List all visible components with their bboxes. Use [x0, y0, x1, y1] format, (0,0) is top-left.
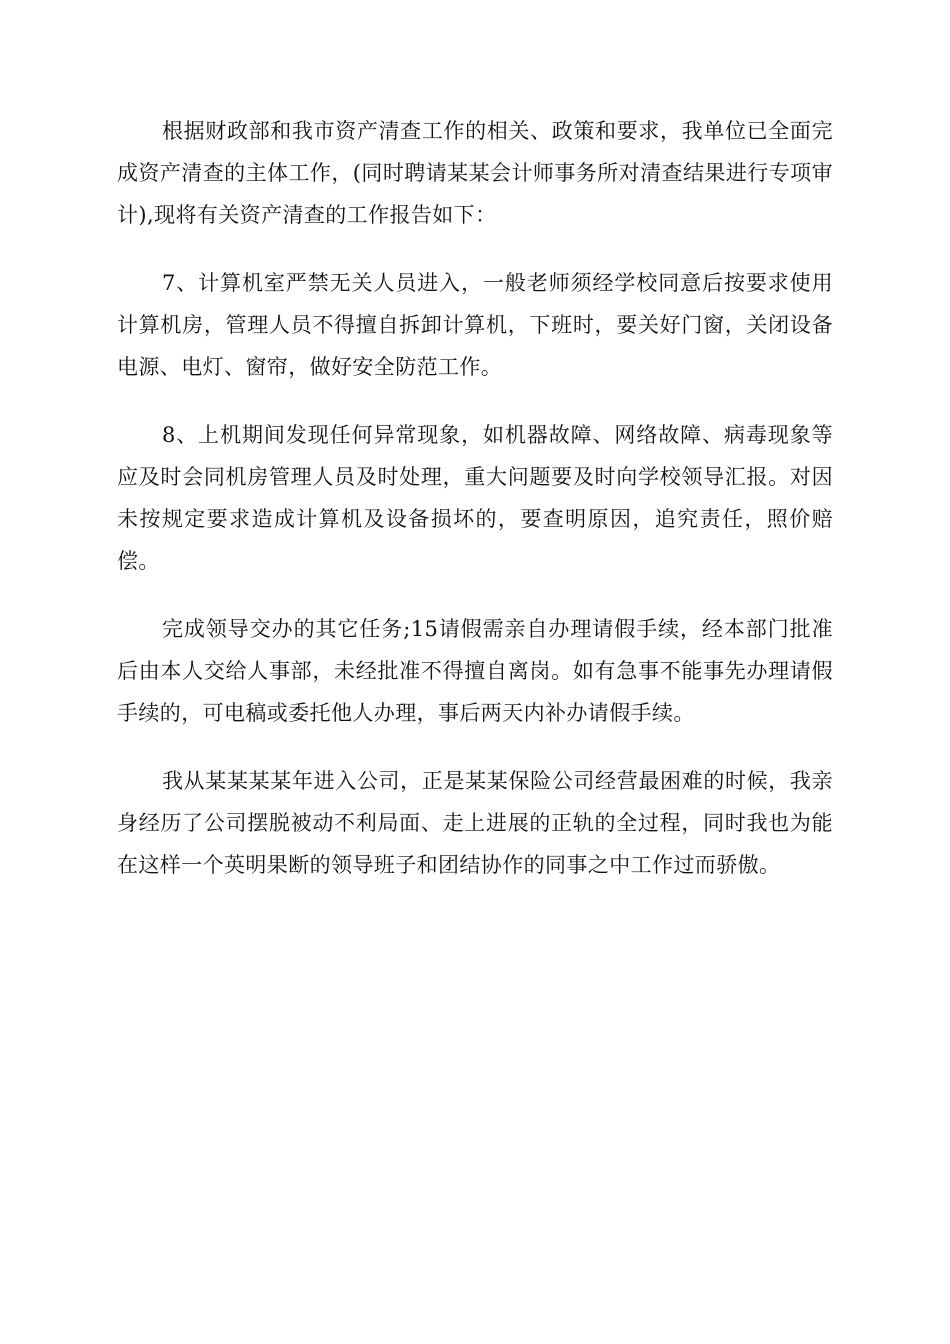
- paragraph-personal-experience: 我从某某某某年进入公司，正是某某保险公司经营最困难的时候，我亲身经历了公司摆脱被动不利局面、走上进展的正轨的全过程，同时我也为能在这样一个英明果断的领导班子和团结协作的同事之中工作过而骄傲。: [117, 769, 833, 877]
- paragraph-leave-procedure: 完成领导交办的其它任务;15请假需亲自办理请假手续，经本部门批准后由本人交给人事部，未经批准不得擅自离岗。如有急事不能事先办理请假手续的，可电稿或委托他人办理，事后两天内补办请假手续。: [117, 617, 833, 725]
- paragraph-rule-7-computer-room: 7、计算机室严禁无关人员进入，一般老师须经学校同意后按要求使用计算机房，管理人员不得擅自拆卸计算机，下班时，要关好门窗，关闭设备电源、电灯、窗帘，做好安全防范工作。: [117, 271, 833, 379]
- paragraph-rule-8-abnormal-handling: 8、上机期间发现任何异常现象，如机器故障、网络故障、病毒现象等应及时会同机房管理人员及时处理，重大问题要及时向学校领导汇报。对因未按规定要求造成计算机及设备损坏的，要查明原因，追究责任，照价赔偿。: [117, 423, 833, 573]
- paragraph-asset-audit-intro: 根据财政部和我市资产清查工作的相关、政策和要求，我单位已全面完成资产清查的主体工作，(同时聘请某某会计师事务所对清查结果进行专项审计),现将有关资产清查的工作报告如下：: [117, 119, 833, 227]
- document-body: [117, 110, 833, 912]
